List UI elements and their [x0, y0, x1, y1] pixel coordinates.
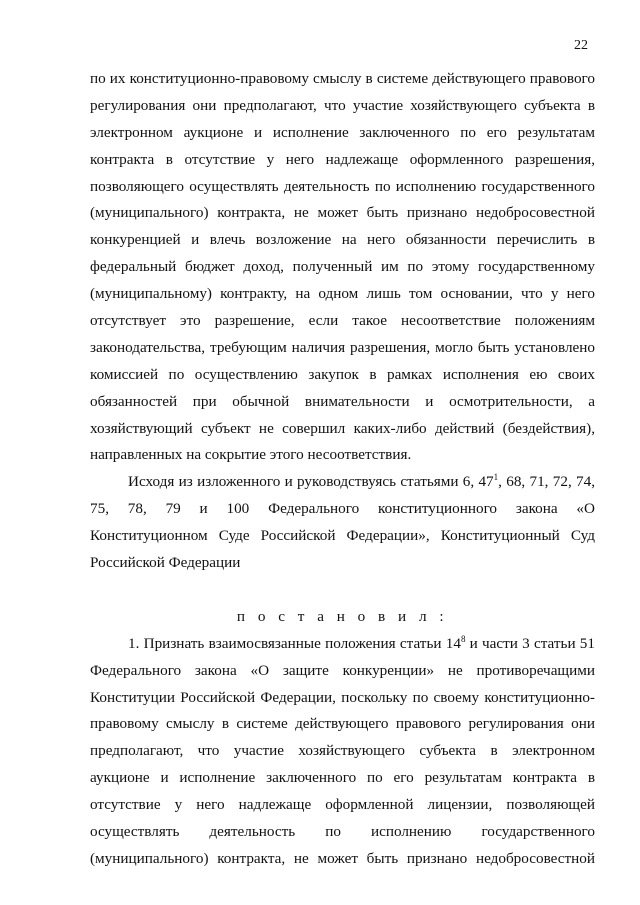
resolution-heading: п о с т а н о в и л : [236, 607, 449, 625]
text-line: (муниципальному) контракту, на одном лишь том основании, что у него [90, 285, 595, 303]
text-fragment: , 68, 71, 72, 74, [498, 473, 595, 491]
text-line: (муниципального) контракта, не может быть признано недобросовестной [90, 849, 595, 867]
text-line: по их конституционно-правовому смыслу в системе действующего правового [90, 70, 595, 87]
text-line: конкуренцией и влечь возложение на него обязанности перечислить в [90, 231, 595, 249]
document-body [90, 66, 595, 873]
paragraph-continued [90, 66, 595, 469]
paragraph-basis [90, 469, 595, 577]
text-line: Российской Федерации [90, 554, 241, 572]
text-line: электронном аукционе и исполнение заключенного по его результатам [90, 123, 595, 141]
text-line: осуществлять деятельность по исполнению государственного [90, 823, 595, 841]
text-line: Федерального закона «О защите конкуренции» не противоречащими [90, 661, 595, 679]
text-fragment: и части 3 статьи 51 [465, 634, 595, 652]
text-line: Конституционном Суде Российской Федерации», Конституционный Суд [90, 527, 595, 545]
text-line: регулирования они предполагают, что участие хозяйствующего субъекта в [90, 96, 595, 114]
text-line: федеральный бюджет доход, полученный им по этому государственному [90, 258, 595, 276]
text-line: отсутствует это разрешение, если такое несоответствие положениям [90, 312, 595, 330]
text-line: аукционе и исполнение заключенного по его результатам контракта в [90, 769, 595, 787]
text-line [90, 631, 595, 658]
text-line: комиссией по осуществлению закупок в рамках исполнения ею своих [90, 365, 595, 383]
text-line: хозяйствующий субъект не совершил каких-либо действий (бездействия), [90, 419, 595, 437]
text-line: (муниципального) контракта, не может быть признано недобросовестной [90, 204, 595, 222]
text-line: предполагают, что участие хозяйствующего субъекта в электронном [90, 742, 595, 760]
superscript: 8 [460, 633, 466, 644]
text-line: отсутствие у него надлежаще оформленной лицензии, позволяющей [90, 796, 595, 814]
page-number: 22 [574, 38, 588, 53]
text-fragment: 1. Признать взаимосвязанные положения статьи 14 [128, 634, 461, 652]
point-1 [90, 631, 595, 873]
spacer [90, 577, 595, 604]
text-line: направленных на сокрытие этого несоответствия. [90, 446, 412, 464]
text-line: обязанностей при обычной внимательности и осмотрительности, а [90, 392, 595, 410]
text-line: законодательства, требующим наличия разрешения, могло быть установлено [90, 338, 595, 356]
text-line: правовому смыслу в системе действующего правового регулирования они [90, 715, 595, 733]
text-fragment: Исходя из изложенного и руководствуясь статьями 6, 47 [128, 473, 494, 491]
superscript: 1 [493, 472, 499, 483]
text-line: 75, 78, 79 и 100 Федерального конституционного закона «О [90, 500, 595, 518]
text-line: Конституции Российской Федерации, поскольку по своему конституционно- [90, 688, 595, 706]
text-line [90, 469, 595, 496]
text-line: позволяющего осуществлять деятельность по исполнению государственного [90, 177, 595, 195]
text-line: контракта в отсутствие у него надлежаще оформленного разрешения, [90, 150, 595, 168]
